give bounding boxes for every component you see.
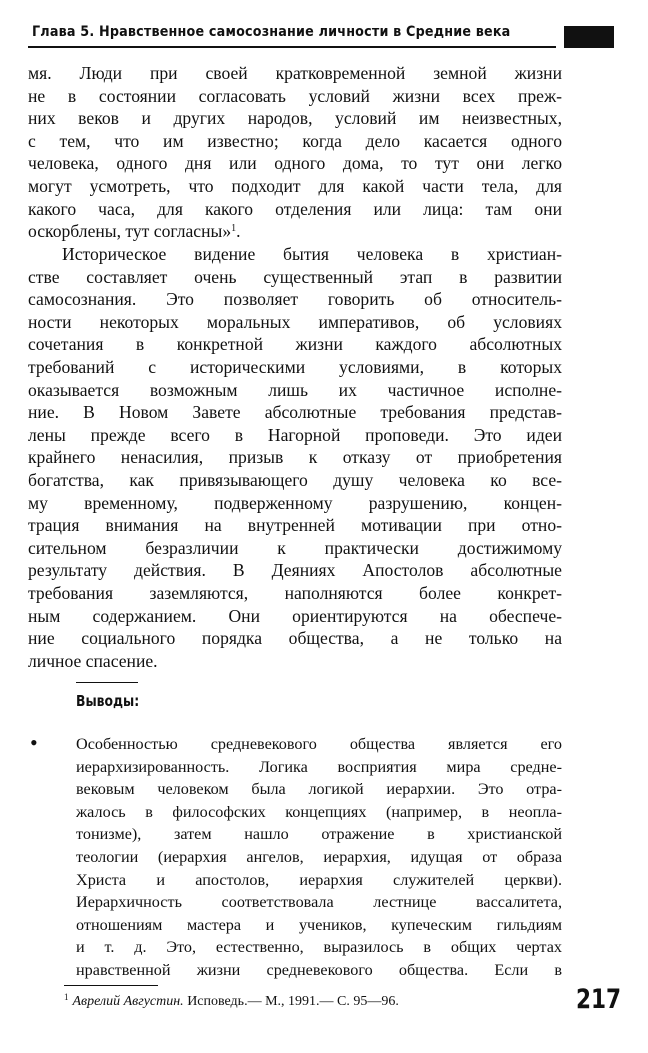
paragraph-1 [28, 62, 562, 243]
text-line: тонизме), затем нашло отражение в христианской [76, 825, 562, 844]
text-line: ние. В Новом Завете абсолютные требования представ- [28, 402, 562, 423]
page-number: 217 [576, 984, 622, 1015]
chapter-title: Глава 5. Нравственное самосознание личности в Средние века [32, 24, 511, 40]
text-line: ности некоторых моральных императивов, об условиях [28, 311, 562, 332]
text-line: трация внимания на внутренней мотивации при отно- [28, 515, 562, 536]
text-line: Особенностью средневекового общества является его [76, 735, 562, 753]
text-line: лены прежде всего в Нагорной проповеди. Это идеи [28, 424, 562, 445]
bullet-icon: • [30, 730, 38, 755]
text-line: самосознания. Это позволяет говорить об относитель- [28, 289, 562, 310]
text-line: нравственной жизни средневекового общества. Если в [76, 960, 562, 979]
text-line: сочетания в конкретной жизни каждого абсолютных [28, 334, 562, 355]
footnote-author: Аврелий Августин. [72, 994, 184, 1009]
header-block [564, 26, 614, 48]
text-line: жалось в философских концепциях (например, в неопла- [76, 802, 562, 821]
text-line: и т. д. Это, естественно, выразилось в общих чертах [76, 938, 562, 957]
section-rule [76, 682, 138, 683]
text-line: богатства, как привязывающего душу человека ко все- [28, 469, 562, 490]
footnote-rule [64, 985, 158, 986]
text-line: мя. Люди при своей кратковременной земной жизни [28, 63, 562, 83]
text-line: результату действия. В Деяниях Апостолов абсолютные [28, 560, 562, 581]
text-line: не в состоянии согласовать условий жизни всех преж- [28, 85, 562, 106]
footnote [64, 994, 399, 1010]
text-line: человека, одного дня или одного дома, то тут они легко [28, 153, 562, 174]
text-line: личное спасение. [28, 650, 158, 671]
text-line: оказывается возможным лишь их частичное исполне- [28, 379, 562, 400]
footnote-text: Исповедь.— М., 1991.— С. 95—96. [183, 994, 399, 1009]
text-line: сительном безразличии к практически достижимому [28, 537, 562, 558]
text-line: какого часа, для какого отделения или лица: там они [28, 198, 562, 219]
conclusion-item [76, 733, 562, 982]
footnote-ref[interactable]: 1 [231, 223, 237, 235]
text-line: му временному, подверженному разрушению, концен- [28, 492, 562, 513]
text-line: Иерархичность соответствовала лестнице вассалитета, [76, 893, 562, 912]
text-line: теологии (иерархия ангелов, иерархия, идущая от образа [76, 847, 562, 866]
text-line: крайнего ненасилия, призыв к отказу от приобретения [28, 447, 562, 468]
header-rule [28, 46, 556, 48]
text-line: требования заземляются, наполняются более конкрет- [28, 582, 562, 603]
text-fragment: . [236, 221, 241, 242]
text-line [28, 220, 562, 243]
text-line: вековым человеком была логикой иерархии. Это отра- [76, 780, 562, 799]
paragraph-2 [28, 243, 562, 672]
text-line: Историческое видение бытия человека в христиан- [62, 244, 562, 264]
conclusions-heading: Выводы: [76, 692, 140, 710]
text-line: требований с историческими условиями, в которых [28, 356, 562, 377]
text-line: с тем, что им известно; когда дело касается одного [28, 130, 562, 151]
text-line: стве составляет очень существенный этап в развитии [28, 266, 562, 287]
text-line: ние социального порядка общества, а не только на [28, 628, 562, 649]
running-header [28, 22, 614, 50]
footnote-marker: 1 [64, 992, 69, 1002]
text-line: могут усмотреть, что подходит для какой части тела, для [28, 175, 562, 196]
text-fragment: оскорблены, тут согласны» [28, 221, 232, 242]
text-line: отношениям мастера и учеников, купеческим гильдиям [76, 915, 562, 934]
text-line: них веков и других народов, условий им неизвестных, [28, 108, 562, 129]
text-line: ным содержанием. Они ориентируются на обеспече- [28, 605, 562, 626]
text-line: Христа и апостолов, иерархия служителей церкви). [76, 870, 562, 889]
text-line: иерархизированность. Логика восприятия мира средне- [76, 757, 562, 776]
